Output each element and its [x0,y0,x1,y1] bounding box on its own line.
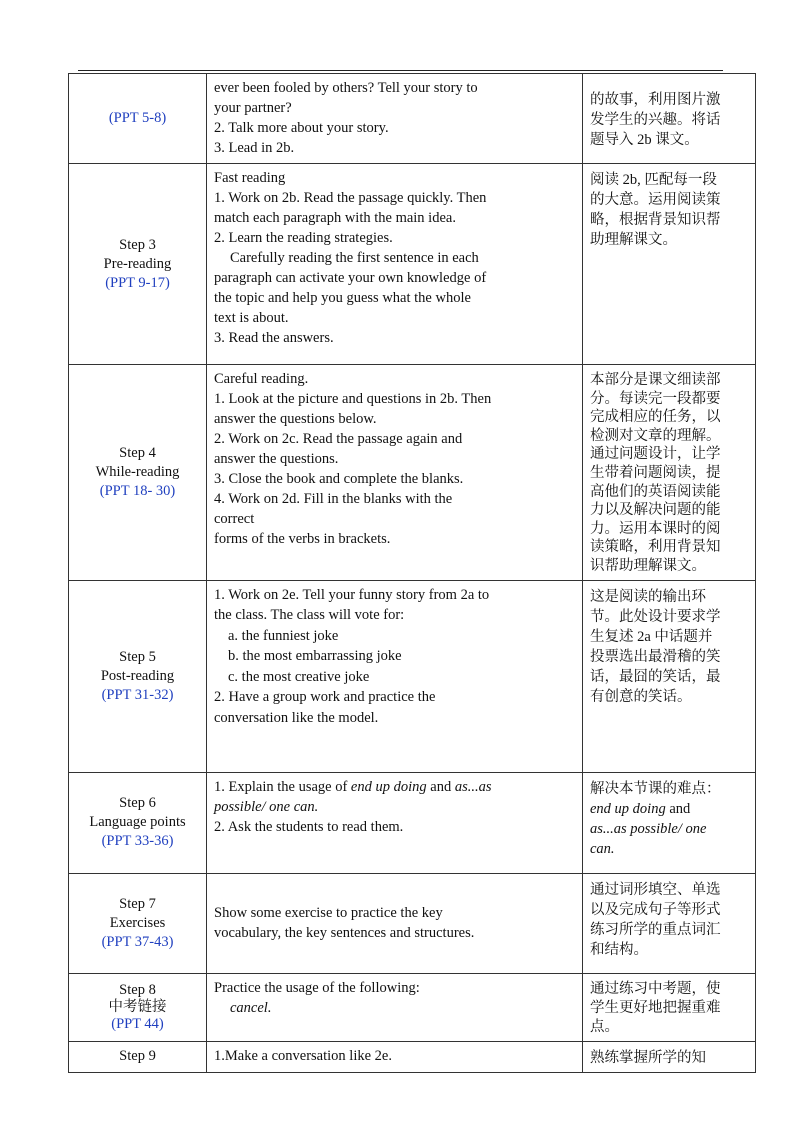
step-cell [69,580,207,772]
purpose-line: 略，根据背景知识帮 [590,212,721,228]
step-number: Step 4 [119,444,156,461]
step-cell [69,74,207,164]
activity-line: Practice the usage of the following: [214,979,420,996]
purpose-line: 助理解课文。 [590,232,677,248]
step-number: Step 7 [119,895,156,912]
activity-line: Fast reading [214,170,286,186]
step-stage: Exercises [109,914,166,931]
ppt-range: (PPT 9-17) [105,274,170,291]
purpose-line: 发学生的兴趣。将话 [590,111,721,128]
activity-line: correct [214,511,255,527]
table-row [69,164,756,365]
activity-line: 3. Read the answers. [214,330,334,346]
step-stage: 中考链接 [108,998,167,1015]
activity-line: Careful reading. [214,371,309,387]
activity-line: possible/ one can. [214,798,319,815]
purpose-line: 生复述 2a 中话题并 [590,628,713,645]
activity-line [214,777,576,797]
activity-line: 1. Look at the picture and questions in 2b. Then [214,391,492,407]
activity-line: 3. Close the book and complete the blanks. [214,471,464,487]
purpose-line: 生带着问题阅读，提 [590,464,721,481]
purpose-cell [583,580,756,772]
activity-line: your partner? [214,100,292,116]
activity-line: conversation like the model. [214,709,379,726]
purpose-line: 力。运用本课时的阅 [590,520,721,537]
activity-line: forms of the verbs in brackets. [214,531,391,547]
activity-cell [207,580,583,772]
activity-cell [207,973,583,1041]
table-row [69,873,756,973]
purpose-line: 检测对文章的理解。 [590,427,721,444]
ppt-range: (PPT 44) [111,1015,164,1032]
purpose-line: 识帮助理解课文。 [590,557,706,574]
purpose-line: 这是阅读的输出环 [590,588,706,605]
step-stage: Language points [89,814,186,831]
activity-cell [207,74,583,164]
activity-line: c. the most creative joke [228,668,370,685]
activity-line: ever been fooled by others? Tell your story to [214,80,478,96]
activity-line: answer the questions below. [214,411,377,427]
phrase-as-as: as...as [454,778,492,795]
ppt-range: (PPT 33-36) [101,833,174,850]
purpose-line: 练习所学的重点词汇 [590,921,721,938]
lesson-plan-table [68,73,756,1073]
purpose-line: 读策略，利用背景知 [590,539,721,556]
purpose-line: 的大意。运用阅读策 [590,192,721,208]
ppt-range: (PPT 5-8) [108,110,167,126]
activity-line: 1. Work on 2b. Read the passage quickly. Then [214,190,487,206]
purpose-line: can. [590,840,615,857]
purpose-line: 分。每读完一段都要 [590,390,721,407]
purpose-line: 学生更好地把握重难 [590,999,721,1016]
step-number: Step 8 [119,981,156,998]
table-row [69,580,756,772]
table-row [69,365,756,581]
activity-text: and [430,778,452,795]
step-cell [69,973,207,1041]
header-rule [78,70,723,71]
purpose-cell [583,772,756,873]
activity-line: 1. Work on 2e. Tell your funny story from 2a to [214,586,490,603]
step-number: Step 3 [119,236,156,253]
activity-line: match each paragraph with the main idea. [214,210,456,226]
table-row [69,74,756,164]
step-number: Step 6 [119,795,156,812]
activity-line: text is about. [214,310,289,326]
activity-line: 3. Lead in 2b. [214,140,295,156]
ppt-range: (PPT 31-32) [101,686,174,703]
purpose-line: 通过练习中考题，使 [590,980,721,997]
activity-line: Show some exercise to practice the key [214,905,443,922]
purpose-line: 通过问题设计，让学 [590,446,721,463]
purpose-line: 话，最囧的笑话，最 [590,668,721,685]
activity-cell [207,1041,583,1072]
purpose-line: 和结构。 [590,941,648,958]
phrase-end-up-doing: end up doing [590,800,666,817]
purpose-cell [583,1041,756,1072]
purpose-line: 投票选出最滑稽的笑 [590,648,721,665]
activity-cell [207,164,583,365]
purpose-line: 通过词形填空、单选 [590,881,721,898]
purpose-cell [583,74,756,164]
step-cell [69,772,207,873]
purpose-line: 以及完成句子等形式 [590,901,721,918]
step-stage: Pre-reading [103,255,172,272]
activity-line: 2. Talk more about your story. [214,120,389,136]
step-cell [69,1041,207,1072]
activity-text: 1. Explain the usage of [214,778,348,795]
ppt-range: (PPT 18- 30) [99,482,176,499]
activity-line: the class. The class will vote for: [214,607,405,624]
purpose-line [590,799,750,819]
step-cell [69,873,207,973]
purpose-line: 解决本节课的难点： [590,780,721,797]
purpose-line: as...as possible/ one [590,820,707,837]
activity-line: 4. Work on 2d. Fill in the blanks with the [214,491,453,507]
activity-line: a. the funniest joke [228,627,339,644]
purpose-line: 熟练掌握所学的知 [590,1049,706,1066]
activity-line: 2. Work on 2c. Read the passage again and [214,431,463,447]
purpose-line: 点。 [590,1018,619,1035]
table-row [69,973,756,1041]
step-number: Step 9 [119,1048,156,1065]
step-stage: While-reading [95,463,180,480]
activity-line: b. the most embarrassing joke [228,648,402,665]
purpose-line: 完成相应的任务，以 [590,409,721,426]
activity-line: paragraph can activate your own knowledge of [214,270,487,286]
table-row [69,772,756,873]
activity-cell [207,873,583,973]
activity-line: Carefully reading the first sentence in each [230,250,479,266]
activity-cell [207,365,583,581]
activity-line: 2. Have a group work and practice the [214,689,436,706]
step-cell [69,365,207,581]
purpose-line: 节。此处设计要求学 [590,608,721,625]
ppt-range: (PPT 37-43) [101,933,174,950]
purpose-line: 题导入 2b 课文。 [590,131,699,148]
activity-line: 2. Ask the students to read them. [214,818,404,835]
purpose-line: 高他们的英语阅读能 [590,483,721,500]
step-cell [69,164,207,365]
purpose-line: 力以及解决问题的能 [590,502,721,519]
activity-line: cancel. [230,999,272,1016]
purpose-line: 本部分是课文细读部 [590,372,721,388]
activity-cell [207,772,583,873]
activity-line: vocabulary, the key sentences and structures. [214,925,475,942]
purpose-text: and [669,800,691,817]
step-number: Step 5 [119,648,156,665]
purpose-line: 阅读 2b, 匹配每一段 [590,172,717,188]
purpose-cell [583,164,756,365]
purpose-cell [583,973,756,1041]
activity-line: 2. Learn the reading strategies. [214,230,393,246]
activity-line: answer the questions. [214,451,339,467]
table-row [69,1041,756,1072]
activity-line: 1.Make a conversation like 2e. [214,1047,392,1064]
purpose-cell [583,365,756,581]
purpose-line: 的故事，利用图片激 [590,91,721,108]
purpose-line: 有创意的笑话。 [590,688,692,705]
purpose-cell [583,873,756,973]
phrase-end-up-doing: end up doing [350,778,427,795]
step-stage: Post-reading [100,667,175,684]
activity-line: the topic and help you guess what the whole [214,290,471,306]
